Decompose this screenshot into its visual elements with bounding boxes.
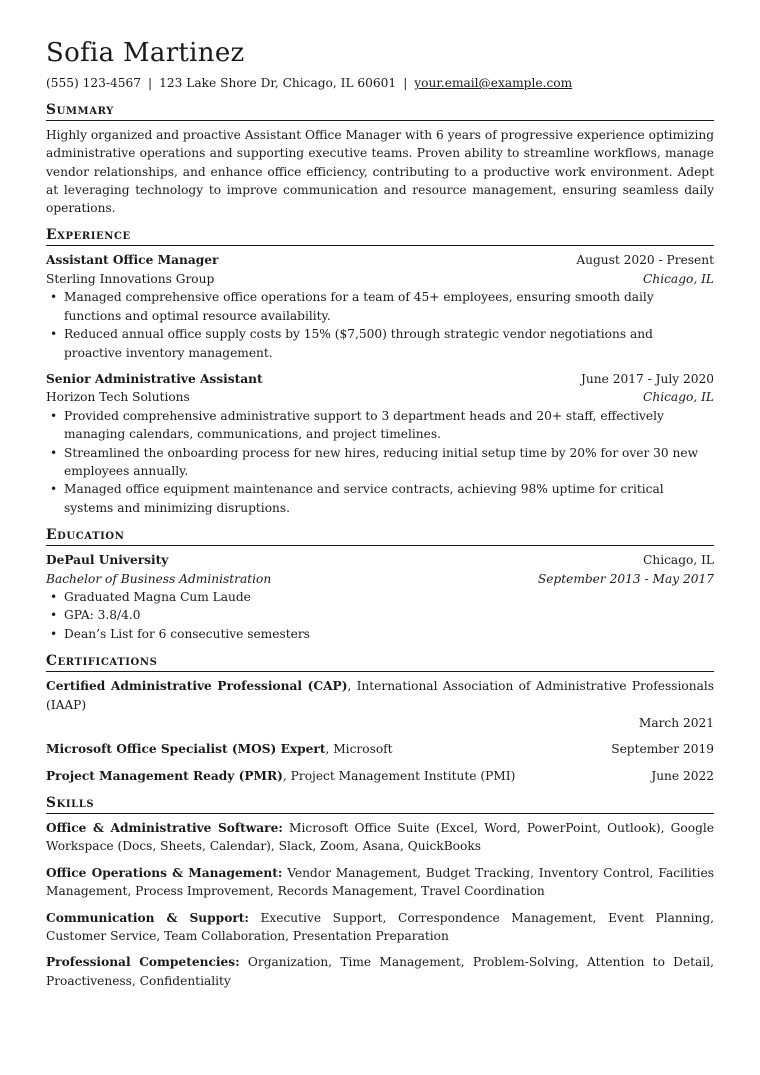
section-title-skills: Skills <box>46 794 714 814</box>
certifications-section <box>46 652 714 785</box>
skill-entry <box>46 819 714 856</box>
job-subheader <box>46 270 714 288</box>
skill-label: Communication & Support: <box>46 910 249 925</box>
certification-issuer: , Project Management Institute (PMI) <box>282 768 516 783</box>
contact-separator: | <box>148 76 153 90</box>
certification-line <box>46 767 515 785</box>
job-entry <box>46 251 714 361</box>
certification-entry <box>46 740 714 758</box>
job-company: Horizon Tech Solutions <box>46 390 190 405</box>
contact-line <box>46 75 714 91</box>
job-title: Assistant Office Manager <box>46 253 219 268</box>
skill-value: Executive Support, Correspondence Management, Event Planning, Customer Service, Team Collaboration, Presentation Preparation <box>46 910 714 944</box>
job-bullets <box>46 288 714 362</box>
certification-issuer: , International Association of Administrative Professionals (IAAP) <box>46 679 714 712</box>
list-item: • Graduated Magna Cum Laude <box>46 588 714 606</box>
skill-value: Microsoft Office Suite (Excel, Word, PowerPoint, Outlook), Google Workspace (Docs, Sheets, Calendar), Slack, Zoom, Asana, QuickBooks <box>46 821 714 854</box>
school-location: Chicago, IL <box>643 553 714 568</box>
skill-entry <box>46 953 714 990</box>
degree: Bachelor of Business Administration <box>46 571 272 586</box>
list-item: • Provided comprehensive administrative support to 3 department heads and 20+ staff, effectively managing calendars, communications, and project timelines. <box>46 407 714 444</box>
list-item: • GPA: 3.8/4.0 <box>46 606 714 624</box>
job-title: Senior Administrative Assistant <box>46 371 263 386</box>
skill-value: Organization, Time Management, Problem-Solving, Attention to Detail, Proactiveness, Confidentiality <box>46 955 714 988</box>
certification-name: Certified Administrative Professional (CAP) <box>46 679 348 694</box>
address: 123 Lake Shore Dr, Chicago, IL 60601 <box>159 76 397 90</box>
certification-issuer: , Microsoft <box>325 742 393 757</box>
job-dates: June 2017 - July 2020 <box>581 371 714 386</box>
list-item: • Reduced annual office supply costs by 15% ($7,500) through strategic vendor negotiations and proactive inventory management. <box>46 325 714 362</box>
certification-date: September 2019 <box>611 742 714 757</box>
section-title-experience: Experience <box>46 226 714 246</box>
list-item: • Dean’s List for 6 consecutive semesters <box>46 625 714 643</box>
skill-label: Office & Administrative Software: <box>46 821 283 836</box>
skill-label: Professional Competencies: <box>46 955 240 970</box>
job-subheader <box>46 388 714 406</box>
certification-line <box>46 677 714 714</box>
list-item: • Streamlined the onboarding process for new hires, reducing initial setup time by 20% for over 30 new employees annually. <box>46 444 714 481</box>
summary-section <box>46 101 714 217</box>
job-bullets <box>46 407 714 517</box>
certification-name: Project Management Ready (PMR) <box>46 768 283 783</box>
skill-value: Vendor Management, Budget Tracking, Inventory Control, Facilities Management, Process Improvement, Records Management, Travel Coordination <box>46 865 715 899</box>
certification-line <box>46 740 393 758</box>
job-location: Chicago, IL <box>643 271 714 286</box>
contact-separator: | <box>403 76 408 90</box>
list-item: • Managed office equipment maintenance and service contracts, achieving 98% uptime for critical systems and minimizing disruptions. <box>46 480 714 517</box>
candidate-name: Sofia Martinez <box>46 38 245 68</box>
job-company: Sterling Innovations Group <box>46 271 215 286</box>
job-header <box>46 251 714 269</box>
skill-label: Office Operations & Management: <box>46 865 283 880</box>
education-bullets <box>46 588 714 643</box>
experience-section <box>46 226 714 517</box>
certification-date: June 2022 <box>651 768 714 783</box>
certification-entry <box>46 767 714 785</box>
section-title-summary: Summary <box>46 101 714 121</box>
section-title-education: Education <box>46 526 714 546</box>
education-section <box>46 526 714 643</box>
skill-entry <box>46 909 714 946</box>
education-dates: September 2013 - May 2017 <box>537 571 714 586</box>
skill-entry <box>46 864 714 901</box>
education-header <box>46 551 714 569</box>
job-location: Chicago, IL <box>643 390 714 405</box>
section-title-certifications: Certifications <box>46 652 714 672</box>
certification-entry <box>46 677 714 732</box>
job-entry <box>46 370 714 517</box>
summary-text: Highly organized and proactive Assistant Office Manager with 6 years of progressive experience optimizing administrative operations and supporting executive teams. Proven ability to streamline workflows, manage vendor relationships, and enhance office efficiency, contributing to a productive work environment. Adept at leveraging technology to improve communication and resource management, ensuring seamless daily operations. <box>46 128 714 216</box>
certification-date: March 2021 <box>638 715 714 730</box>
list-item: • Managed comprehensive office operations for a team of 45+ employees, ensuring smooth daily functions and optimal resource availability. <box>46 288 714 325</box>
job-header <box>46 370 714 388</box>
school-name: DePaul University <box>46 553 169 568</box>
job-dates: August 2020 - Present <box>576 253 714 268</box>
skills-section <box>46 794 714 990</box>
education-subheader <box>46 570 714 588</box>
certification-name: Microsoft Office Specialist (MOS) Expert <box>46 742 326 757</box>
phone: (555) 123-4567 <box>46 76 142 90</box>
email-link[interactable]: your.email@example.com <box>414 76 573 90</box>
